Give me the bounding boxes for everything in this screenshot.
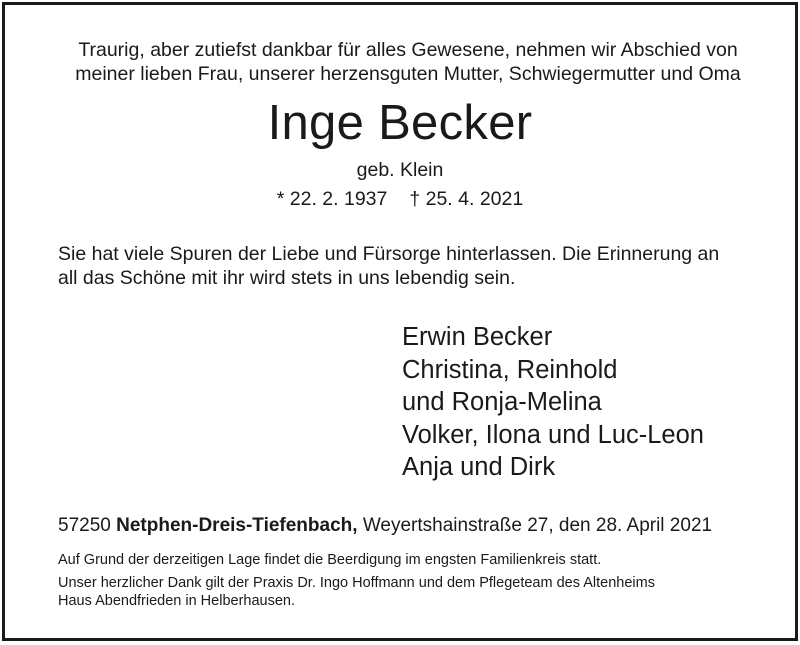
memory-text	[58, 242, 758, 290]
death-date: † 25. 4. 2021	[409, 188, 524, 210]
mourner-line: Anja und Dirk	[402, 453, 556, 481]
street-and-date: Weyertshainstraße 27, den 28. April 2021	[362, 515, 713, 536]
thanks-line: Unser herzlicher Dank gilt der Praxis Dr. Ingo Hoffmann und dem Pflegeteam des Altenheims	[58, 575, 655, 591]
mourners-list	[402, 321, 704, 484]
mourner-line: und Ronja-Melina	[402, 388, 602, 416]
mourner-line: Christina, Reinhold	[402, 355, 618, 384]
deceased-name: Inge Becker	[267, 96, 533, 150]
maiden-name: geb. Klein	[356, 159, 444, 181]
birth-date: * 22. 2. 1937	[276, 188, 388, 210]
thanks-note	[58, 574, 744, 610]
postal-code: 57250	[58, 515, 111, 536]
mourner-line: Volker, Ilona und Luc-Leon	[402, 420, 704, 449]
intro-line: meiner lieben Frau, unserer herzensguten Mutter, Schwiegermutter und Oma	[75, 63, 741, 85]
address-line	[58, 514, 712, 538]
mourner-line: Erwin Becker	[402, 323, 553, 351]
life-dates	[0, 187, 800, 211]
memory-line: Sie hat viele Spuren der Liebe und Fürsorge hinterlassen. Die Erinnerung an	[58, 243, 720, 265]
thanks-line: Haus Abendfrieden in Helberhausen.	[58, 593, 295, 609]
town-name: Netphen-Dreis-Tiefenbach,	[116, 515, 358, 536]
funeral-note: Auf Grund der derzeitigen Lage findet die Beerdigung im engsten Familienkreis statt.	[58, 552, 602, 568]
intro-line: Traurig, aber zutiefst dankbar für alles Gewesene, nehmen wir Abschied von	[78, 39, 738, 61]
intro-text	[58, 38, 758, 86]
memory-line: all das Schöne mit ihr wird stets in uns lebendig sein.	[58, 267, 516, 289]
